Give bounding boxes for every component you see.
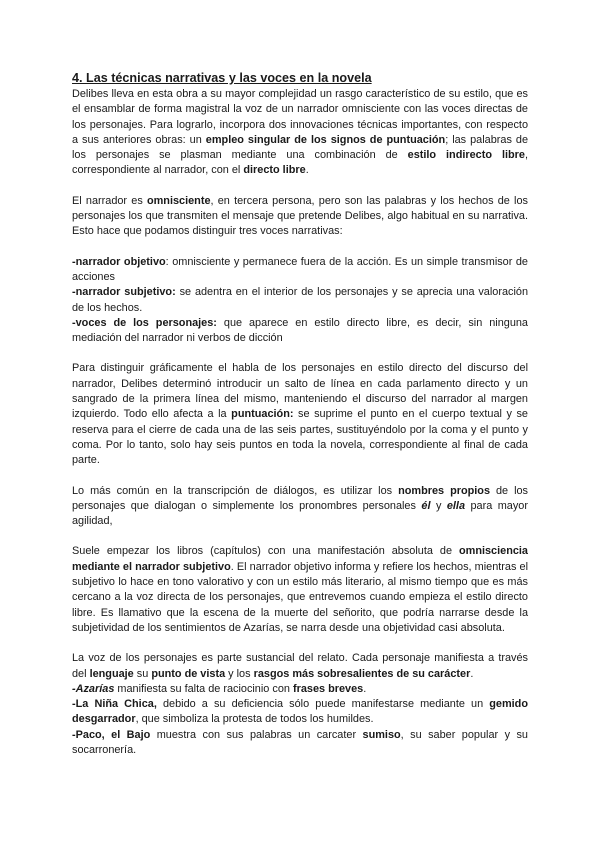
character-azarias: -Azarías manifiesta su falta de raciocinio con frases breves.	[72, 682, 367, 695]
voice-item-narrador-subjetivo: -narrador subjetivo: se adentra en el interior de los personajes y se aprecia una valoración de los hechos.	[72, 286, 529, 314]
document-page	[72, 70, 528, 758]
paragraph-omniscience: Suele empezar los libros (capítulos) con una manifestación absoluta de omnisciencia mediante el narrador subjetivo. El narrador objetivo informa y refiere los hechos, mientras el subjetivo lo hace en tono valorativo y con un estilo más literario, al mismo tiempo que es más cercano a la voz directa de los personajes, que entrevemos cuando empieza el estilo directo libre. Es llamativo que la escena de la muerte del señorito, que podría narrarse desde la subjetividad de los sentimientos de Azarías, se narra desde una objetividad casi absoluta.	[72, 545, 528, 634]
paragraph-intro: Delibes lleva en esta obra a su mayor complejidad un rasgo característico de su estilo, que es el ensamblar de forma magistral la voz de un narrador omnisciente con las voces directas de los personajes. Para lograrlo, incorpora dos innovaciones técnicas importantes, con respecto a sus anteriores obras: un empleo singular de los signos de puntuación; las palabras de los personajes se plasman mediante una combinación de estilo indirecto libre, correspondiente al narrador, con el directo libre.	[72, 88, 529, 177]
section-title: 4. Las técnicas narrativas y las voces en la novela	[72, 71, 372, 85]
voices-list	[72, 255, 528, 347]
paragraph-dialogues: Lo más común en la transcripción de diálogos, es utilizar los nombres propios de los personajes que dialogan o simplemente los pronombres personales él y ella para mayor agilidad,	[72, 484, 528, 528]
paragraph-narrator: El narrador es omnisciente, en tercera persona, pero son las palabras y los hechos de los personajes los que transmiten el mensaje que pretende Delibes, algo habitual en su narrativa. Esto hace que podamos distinguir tres voces narrativas:	[72, 194, 528, 238]
voice-item-narrador-objetivo: -narrador objetivo: omnisciente y permanece fuera de la acción. Es un simple transmisor de acciones	[72, 255, 528, 283]
character-paco-el-bajo: -Paco, el Bajo muestra con sus palabras un carcater sumiso, su saber popular y su socarronería.	[72, 728, 528, 756]
voice-item-voces-personajes: -voces de los personajes: que aparece en estilo directo libre, es decir, sin ninguna mediación del narrador ni verbos de dicción	[72, 316, 528, 345]
character-nina-chica: -La Niña Chica, debido a su deficiencia sólo puede manifestarse mediante un gemido desgarrador, que simboliza la protesta de todos los humildes.	[72, 698, 528, 726]
characters-intro: La voz de los personajes es parte sustancial del relato. Cada personaje manifiesta a través del lenguaje su punto de vista y los rasgos más sobresalientes de su carácter.	[72, 652, 528, 680]
paragraph-characters	[72, 651, 528, 758]
paragraph-punctuation: Para distinguir gráficamente el habla de los personajes en estilo directo del discurso del narrador, Delibes determinó introducir un salto de línea en cada parlamento directo y un sangrado de la primera línea del mismo, manteniendo el discurso del narrador al margen izquierdo. Todo ello afecta a la puntuación: se suprime el punto en el cuerpo textual y se reserva para el cierre de cada una de las seis partes, sustituyéndolo por la coma y el punto y coma. Por lo tanto, solo hay seis puntos en toda la novela, correspondiente al final de cada parte.	[72, 362, 528, 467]
